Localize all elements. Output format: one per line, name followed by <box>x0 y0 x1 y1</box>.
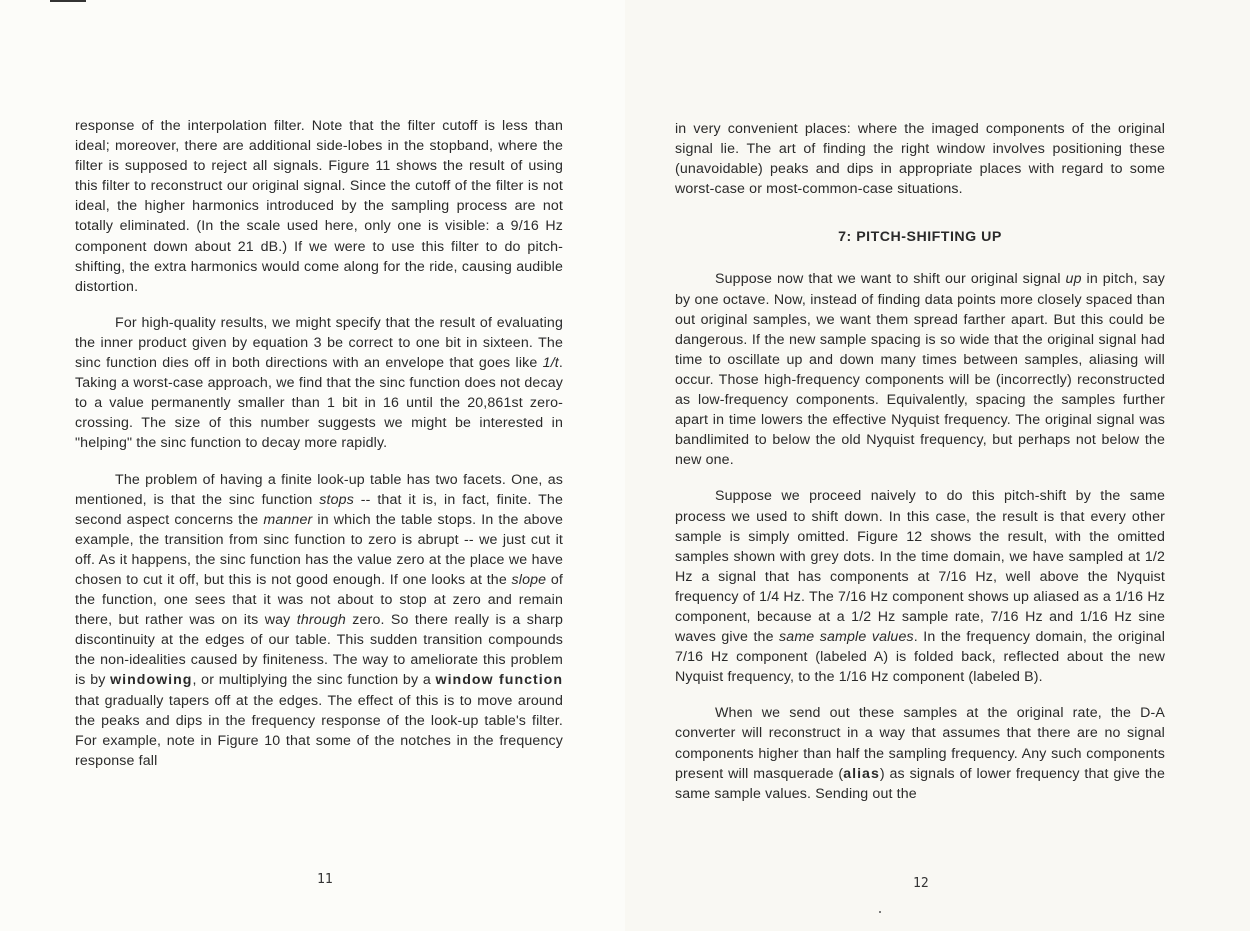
text-run: that gradually tapers off at the edges. The effect of this is to move around the peaks and dips in the frequency response of the look-up table's filter. For example, note in Figure 10 that some of the notches in the frequency response fall <box>75 692 563 769</box>
text-run: ) as signals of lower frequency that give the same sample values. Sending out the <box>675 765 1165 802</box>
italic-run: slope <box>511 571 547 588</box>
section-heading: 7: PITCH-SHIFTING UP <box>838 229 1002 246</box>
bold-run: alias <box>843 765 880 782</box>
text-run: . In the frequency domain, the original 7/16 Hz component (labeled A) is folded back, reflected about the new Nyquist frequency, to the 1/16 Hz component (labeled B). <box>675 629 1165 686</box>
text-run: in which the table stops. In the above example, the transition from sinc function to zero is abrupt -- we just cut it off. As it happens, the sinc function has the value zero at the place we have chosen to cut it off, but this is not good enough. If one looks at the <box>75 511 563 588</box>
text-run: of the function, one sees that it was not about to stop at zero and remain there, but rather was on its way <box>75 571 563 629</box>
scan-speck <box>879 911 881 913</box>
left-text-column <box>75 116 563 771</box>
right-paragraph-3 <box>675 486 1165 687</box>
left-paragraph-3 <box>75 470 563 771</box>
right-paragraph-2 <box>675 269 1165 470</box>
text-run: When we send out these samples at the original rate, the D-A converter will reconstruct in a way that assumes that there are no signal components higher than half the sampling frequency. Any such components present will masquerade ( <box>675 705 1165 782</box>
left-paragraph-1: response of the interpolation filter. Note that the filter cutoff is less than ideal; moreover, there are additional side-lobes in the stopband, where the filter is supposed to reject all signals. Figure 11 shows the result of using this filter to reconstruct our original signal. Since the cutoff of the filter is not ideal, the higher harmonics introduced by the sampling process are not totally eliminated. (In the scale used here, only one is visible: a 9/16 Hz component down about 21 dB.) If we were to use this filter to do pitch-shifting, the extra harmonics would come along for the ride, causing audible distortion. <box>75 118 563 295</box>
right-paragraph-1: in very convenient places: where the imaged components of the original signal lie. The art of finding the right window involves positioning these (unavoidable) peaks and dips in appropriate places with regard to some worst-case or most-common-case situations. <box>675 121 1165 198</box>
page-number-right: 12 <box>913 876 929 891</box>
text-run: -- that it is, in fact, finite. The second aspect concerns the <box>75 491 564 528</box>
text-run: Suppose we proceed naively to do this pitch-shift by the same process we used to shift down. In this case, the result is that every other sample is simply omitted. Figure 12 shows the result, with the omitted samples shown with grey dots. In the time domain, we have sampled at 1/2 Hz a signal that has components at 7/16 Hz, well above the Nyquist frequency of 1/4 Hz. The 7/16 Hz component shows up aliased as a 1/16 Hz component, because at a 1/2 Hz sample rate, 7/16 Hz and 1/16 Hz sine waves give the <box>675 488 1165 646</box>
italic-run: same sample values <box>779 629 914 646</box>
left-paragraph-2 <box>75 313 563 454</box>
text-run: zero. So there really is a sharp discontinuity at the edges of our table. This sudden transition compounds the non-idealities caused by finiteness. The way to ameliorate this problem is by <box>75 612 563 689</box>
text-run: Suppose now that we want to shift our original signal <box>715 271 1066 288</box>
italic-run: 1/t <box>542 355 559 372</box>
bold-run: windowing <box>110 672 193 689</box>
text-run: . Taking a worst-case approach, we find that the sinc function does not decay to a value permanently smaller than 1 bit in 16 until the 20,861st zero-crossing. The size of this number suggests we might be interested in "helping" the sinc function to decay more rapidly. <box>75 355 563 452</box>
italic-run: manner <box>263 511 313 528</box>
italic-run: through <box>296 612 346 629</box>
text-run: The problem of having a finite look-up table has two facets. One, as mentioned, is that the sinc function <box>75 471 563 508</box>
italic-run: up <box>1065 271 1082 288</box>
bold-run: window function <box>435 672 564 689</box>
right-text-column <box>675 119 1165 804</box>
text-run: For high-quality results, we might specify that the result of evaluating the inner product given by equation 3 be correct to one bit in sixteen. The sinc function dies off in both directions with an envelope that goes like <box>75 314 563 372</box>
text-run: in pitch, say by one octave. Now, instead of finding data points more closely spaced than out original samples, we want them spread farther apart. But this could be dangerous. If the new sample spacing is so wide that the original signal had time to oscillate up and down many times between samples, aliasing will occur. Those high-frequency components will be (incorrectly) reconstructed as low-frequency components. Equivalently, spacing the samples further apart in time lowers the effective Nyquist frequency. The original signal was bandlimited to below the old Nyquist frequency, but perhaps not below the new one. <box>675 271 1165 469</box>
right-paragraph-4 <box>675 703 1165 803</box>
text-run: , or multiplying the sinc function by a <box>192 672 436 689</box>
page-number-left: 11 <box>317 872 333 887</box>
scan-mark <box>50 0 86 2</box>
italic-run: stops <box>319 491 354 508</box>
